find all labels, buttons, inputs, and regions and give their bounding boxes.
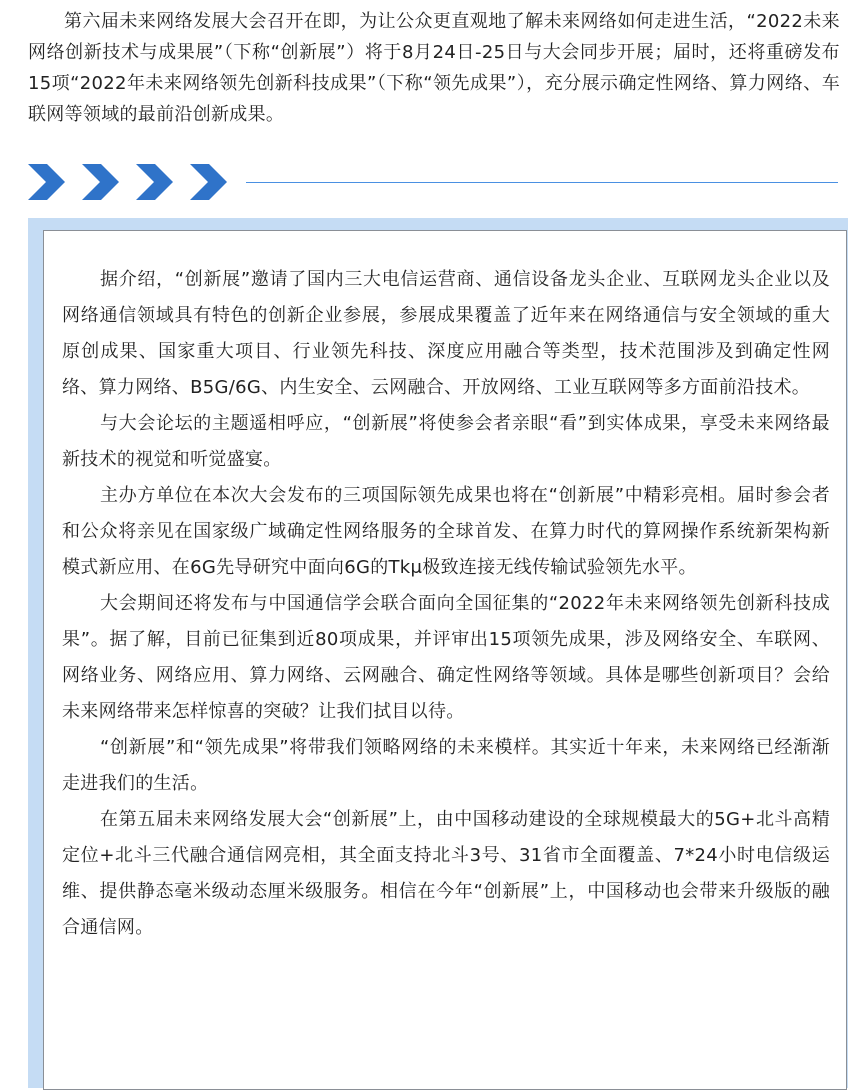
article-paragraph: 在第五届未来网络发展大会“创新展”上，由中国移动建设的全球规模最大的5G+北斗高精定位+北斗三代融合通信网亮相，其全面支持北斗3号、31省市全面覆盖、7*24小时电信级运维、提供静态毫米级动态厘米级服务。相信在今年“创新展”上，中国移动也会带来升级版的融合通信网。 bbox=[62, 809, 830, 938]
article-paragraph: 据介绍，“创新展”邀请了国内三大电信运营商、通信设备龙头企业、互联网龙头企业以及网络通信领域具有特色的创新企业参展，参展成果覆盖了近年来在网络通信与安全领域的重大原创成果、国家重大项目、行业领先科技、深度应用融合等类型，技术范围涉及到确定性网络、算力网络、B5G/6G、内生安全、云网融合、开放网络、工业互联网等多方面前沿技术。 bbox=[62, 269, 830, 398]
article-paragraph: 大会期间还将发布与中国通信学会联合面向全国征集的“2022年未来网络领先创新科技成果”。据了解，目前已征集到近80项成果，并评审出15项领先成果，涉及网络安全、车联网、网络业务、网络应用、算力网络、云网融合、确定性网络等领域。具体是哪些创新项目？会给未来网络带来怎样惊喜的突破？让我们拭目以待。 bbox=[62, 593, 830, 722]
article-paragraph: “创新展”和“领先成果”将带我们领略网络的未来模样。其实近十年来，未来网络已经渐渐走进我们的生活。 bbox=[62, 737, 830, 794]
section-divider bbox=[28, 162, 838, 202]
article-paragraph: 与大会论坛的主题遥相呼应，“创新展”将使参会者亲眼“看”到实体成果，享受未来网络最新技术的视觉和听觉盛宴。 bbox=[62, 413, 830, 470]
chevron-arrows-icon bbox=[28, 164, 234, 200]
article-paragraph: 主办方单位在本次大会发布的三项国际领先成果也将在“创新展”中精彩亮相。届时参会者和公众将亲见在国家级广域确定性网络服务的全球首发、在算力时代的算网操作系统新架构新模式新应用、在6G先导研究中面向6G的Tkμ极致连接无线传输试验领先水平。 bbox=[62, 485, 830, 578]
article-body bbox=[62, 262, 830, 946]
divider-rule bbox=[246, 182, 838, 183]
intro-paragraph: 第六届未来网络发展大会召开在即，为让公众更直观地了解未来网络如何走进生活，“2022未来网络创新技术与成果展”（下称“创新展”）将于8月24日-25日与大会同步开展；届时，还将重磅发布15项“2022年未来网络领先创新科技成果”（下称“领先成果”），充分展示确定性网络、算力网络、车联网等领域的最前沿创新成果。 bbox=[28, 11, 840, 125]
